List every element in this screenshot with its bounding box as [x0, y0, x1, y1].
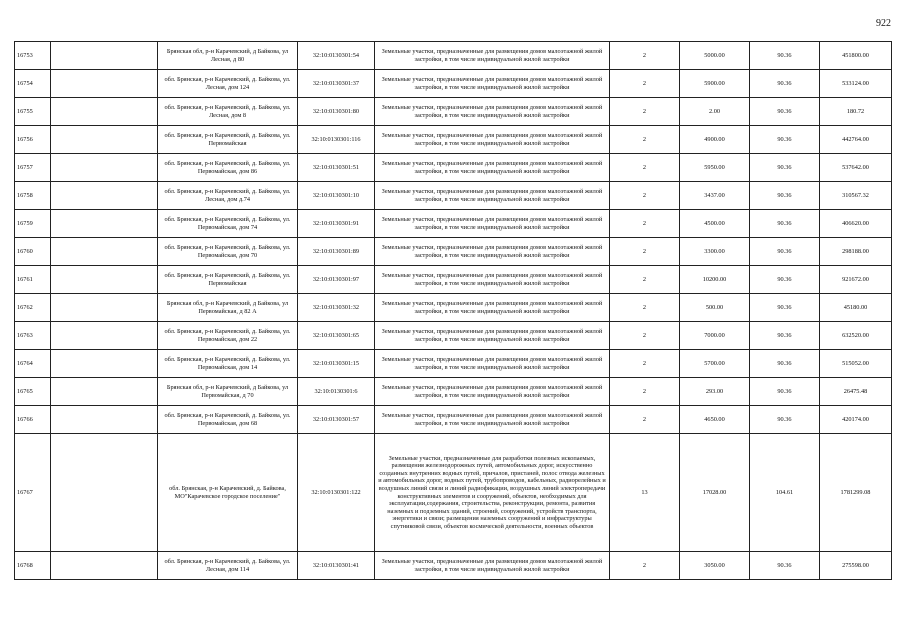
address-cell: обл. Брянская, р-н Карачевский, д. Байкова, ул. Первомайская [158, 266, 298, 294]
cadastral-number-cell: 32:10:0130301:6 [298, 378, 375, 406]
cadastral-number-cell: 32:10:0130301:97 [298, 266, 375, 294]
permitted-use-cell: Земельные участки, предназначенные для размещения домов малоэтажной жилой застройки, в том числе индивидуальной жилой застройки [375, 266, 610, 294]
row-id: 16760 [15, 238, 51, 266]
row-id: 16763 [15, 322, 51, 350]
table-row [15, 378, 892, 406]
rate-cell: 104.61 [750, 434, 820, 552]
cadastral-number-cell: 32:10:0130301:122 [298, 434, 375, 552]
table-row [15, 182, 892, 210]
cadastral-number-cell: 32:10:0130301:37 [298, 70, 375, 98]
row-id: 16765 [15, 378, 51, 406]
address-cell: Брянская обл, р-н Карачевский, д Байкова, ул Лесная, д 80 [158, 42, 298, 70]
address-cell: обл. Брянская, р-н Карачевский, д. Байкова, ул. Первомайская, дом 68 [158, 406, 298, 434]
address-cell: обл. Брянская, р-н Карачевский, д. Байкова, ул. Первомайская, дом 86 [158, 154, 298, 182]
blank-cell [51, 406, 158, 434]
blank-cell [51, 98, 158, 126]
cadastral-value-cell: 451800.00 [820, 42, 892, 70]
row-id: 16757 [15, 154, 51, 182]
cadastral-value-cell: 533124.00 [820, 70, 892, 98]
cadastral-value-cell: 515052.00 [820, 350, 892, 378]
category-cell: 2 [610, 70, 680, 98]
cadastral-number-cell: 32:10:0130301:91 [298, 210, 375, 238]
area-cell: 4500.00 [680, 210, 750, 238]
permitted-use-cell: Земельные участки, предназначенные для разработки полезных ископаемых, размещения железнодорожных путей, автомобильных дорог, искусственно созданных внутренних водных путей, причалов, пристаней, полос отвода железных и автомобильных дорог, водных путей, трубопроводов, кабельных, радиорелейных и воздушных линий связи и линий радиофикации, воздушных линий электропередачи конструктивных элементов и сооружений, объектов, необходимых для эксплуатации,содержания, строительства, реконструкции, ремонта, развития наземных и подземных зданий, строений, сооружений, устройств транспорта, энергетики и связи; размещения наземных сооружений и инфраструктуры спутниковой связи, объектов космической деятельности, военных объектов [375, 434, 610, 552]
blank-cell [51, 210, 158, 238]
rate-cell: 90.36 [750, 294, 820, 322]
table-row [15, 210, 892, 238]
blank-cell [51, 238, 158, 266]
area-cell: 4650.00 [680, 406, 750, 434]
cadastral-number-cell: 32:10:0130301:65 [298, 322, 375, 350]
permitted-use-cell: Земельные участки, предназначенные для размещения домов малоэтажной жилой застройки, в том числе индивидуальной жилой застройки [375, 210, 610, 238]
permitted-use-cell: Земельные участки, предназначенные для размещения домов малоэтажной жилой застройки, в том числе индивидуальной жилой застройки [375, 238, 610, 266]
permitted-use-cell: Земельные участки, предназначенные для размещения домов малоэтажной жилой застройки, в том числе индивидуальной жилой застройки [375, 378, 610, 406]
cadastral-value-cell: 921672.00 [820, 266, 892, 294]
cadastral-value-cell: 406620.00 [820, 210, 892, 238]
table-body [15, 42, 892, 580]
address-cell: обл. Брянская, р-н Карачевский, д. Байкова, ул. Первомайская, дом 74 [158, 210, 298, 238]
address-cell: обл. Брянская, р-н Карачевский, д. Байкова, ул. Лесная, дом д.74 [158, 182, 298, 210]
cadastral-value-cell: 180.72 [820, 98, 892, 126]
area-cell: 5700.00 [680, 350, 750, 378]
permitted-use-cell: Земельные участки, предназначенные для размещения домов малоэтажной жилой застройки, в том числе индивидуальной жилой застройки [375, 406, 610, 434]
category-cell: 2 [610, 406, 680, 434]
area-cell: 2.00 [680, 98, 750, 126]
cadastral-number-cell: 32:10:0130301:57 [298, 406, 375, 434]
area-cell: 500.00 [680, 294, 750, 322]
row-id: 16761 [15, 266, 51, 294]
address-cell: обл. Брянская, р-н Карачевский, д. Байкова, ул. Лесная, дом 114 [158, 552, 298, 580]
rate-cell: 90.36 [750, 238, 820, 266]
permitted-use-cell: Земельные участки, предназначенные для размещения домов малоэтажной жилой застройки, в том числе индивидуальной жилой застройки [375, 98, 610, 126]
blank-cell [51, 350, 158, 378]
cadastral-number-cell: 32:10:0130301:10 [298, 182, 375, 210]
table-row [15, 238, 892, 266]
cadastral-value-cell: 275598.00 [820, 552, 892, 580]
cadastral-value-cell: 298188.00 [820, 238, 892, 266]
area-cell: 5950.00 [680, 154, 750, 182]
area-cell: 17028.00 [680, 434, 750, 552]
rate-cell: 90.36 [750, 552, 820, 580]
address-cell: обл. Брянская, р-н Карачевский, д. Байкова, МО"Карачевское городское поселение" [158, 434, 298, 552]
area-cell: 3050.00 [680, 552, 750, 580]
row-id: 16768 [15, 552, 51, 580]
table-row [15, 406, 892, 434]
cadastral-value-cell: 537642.00 [820, 154, 892, 182]
cadastral-number-cell: 32:10:0130301:32 [298, 294, 375, 322]
row-id: 16764 [15, 350, 51, 378]
table-row [15, 154, 892, 182]
cadastral-number-cell: 32:10:0130301:41 [298, 552, 375, 580]
area-cell: 5900.00 [680, 70, 750, 98]
row-id: 16755 [15, 98, 51, 126]
blank-cell [51, 126, 158, 154]
table-row [15, 42, 892, 70]
area-cell: 293.00 [680, 378, 750, 406]
row-id: 16758 [15, 182, 51, 210]
table-row [15, 70, 892, 98]
blank-cell [51, 552, 158, 580]
area-cell: 4900.00 [680, 126, 750, 154]
row-id: 16766 [15, 406, 51, 434]
permitted-use-cell: Земельные участки, предназначенные для размещения домов малоэтажной жилой застройки, в том числе индивидуальной жилой застройки [375, 70, 610, 98]
category-cell: 2 [610, 98, 680, 126]
cadastral-number-cell: 32:10:0130301:15 [298, 350, 375, 378]
area-cell: 3437.00 [680, 182, 750, 210]
blank-cell [51, 42, 158, 70]
address-cell: обл. Брянская, р-н Карачевский, д. Байкова, ул. Первомайская, дом 22 [158, 322, 298, 350]
area-cell: 5000.00 [680, 42, 750, 70]
cadastral-value-cell: 420174.00 [820, 406, 892, 434]
category-cell: 2 [610, 210, 680, 238]
row-id: 16753 [15, 42, 51, 70]
category-cell: 2 [610, 378, 680, 406]
rate-cell: 90.36 [750, 350, 820, 378]
cadastral-value-cell: 632520.00 [820, 322, 892, 350]
area-cell: 3300.00 [680, 238, 750, 266]
area-cell: 10200.00 [680, 266, 750, 294]
area-cell: 7000.00 [680, 322, 750, 350]
table-row [15, 552, 892, 580]
table-row [15, 266, 892, 294]
table-row [15, 434, 892, 552]
permitted-use-cell: Земельные участки, предназначенные для размещения домов малоэтажной жилой застройки, в том числе индивидуальной жилой застройки [375, 126, 610, 154]
permitted-use-cell: Земельные участки, предназначенные для размещения домов малоэтажной жилой застройки, в том числе индивидуальной жилой застройки [375, 42, 610, 70]
table-row [15, 126, 892, 154]
permitted-use-cell: Земельные участки, предназначенные для размещения домов малоэтажной жилой застройки, в том числе индивидуальной жилой застройки [375, 322, 610, 350]
rate-cell: 90.36 [750, 42, 820, 70]
blank-cell [51, 294, 158, 322]
cadastral-value-cell: 45180.00 [820, 294, 892, 322]
blank-cell [51, 434, 158, 552]
cadastral-number-cell: 32:10:0130301:89 [298, 238, 375, 266]
rate-cell: 90.36 [750, 154, 820, 182]
row-id: 16759 [15, 210, 51, 238]
rate-cell: 90.36 [750, 70, 820, 98]
permitted-use-cell: Земельные участки, предназначенные для размещения домов малоэтажной жилой застройки, в том числе индивидуальной жилой застройки [375, 350, 610, 378]
blank-cell [51, 70, 158, 98]
category-cell: 2 [610, 266, 680, 294]
cadastral-number-cell: 32:10:0130301:54 [298, 42, 375, 70]
cadastral-value-cell: 26475.48 [820, 378, 892, 406]
blank-cell [51, 322, 158, 350]
permitted-use-cell: Земельные участки, предназначенные для размещения домов малоэтажной жилой застройки, в том числе индивидуальной жилой застройки [375, 182, 610, 210]
category-cell: 2 [610, 182, 680, 210]
category-cell: 2 [610, 552, 680, 580]
address-cell: обл. Брянская, р-н Карачевский, д. Байкова, ул. Первомайская, дом 14 [158, 350, 298, 378]
rate-cell: 90.36 [750, 406, 820, 434]
rate-cell: 90.36 [750, 126, 820, 154]
permitted-use-cell: Земельные участки, предназначенные для размещения домов малоэтажной жилой застройки, в том числе индивидуальной жилой застройки [375, 154, 610, 182]
row-id: 16762 [15, 294, 51, 322]
address-cell: Брянская обл, р-н Карачевский, д Байкова, ул Первомайская, д 82 А [158, 294, 298, 322]
category-cell: 2 [610, 294, 680, 322]
permitted-use-cell: Земельные участки, предназначенные для размещения домов малоэтажной жилой застройки, в том числе индивидуальной жилой застройки [375, 294, 610, 322]
blank-cell [51, 182, 158, 210]
cadastral-number-cell: 32:10:0130301:116 [298, 126, 375, 154]
rate-cell: 90.36 [750, 210, 820, 238]
page-number: 922 [876, 18, 891, 29]
category-cell: 13 [610, 434, 680, 552]
table-row [15, 294, 892, 322]
rate-cell: 90.36 [750, 182, 820, 210]
category-cell: 2 [610, 126, 680, 154]
blank-cell [51, 378, 158, 406]
rate-cell: 90.36 [750, 378, 820, 406]
table-row [15, 98, 892, 126]
blank-cell [51, 266, 158, 294]
permitted-use-cell: Земельные участки, предназначенные для размещения домов малоэтажной жилой застройки, в том числе индивидуальной жилой застройки [375, 552, 610, 580]
rate-cell: 90.36 [750, 98, 820, 126]
rate-cell: 90.36 [750, 322, 820, 350]
table-row [15, 322, 892, 350]
category-cell: 2 [610, 154, 680, 182]
table-row [15, 350, 892, 378]
address-cell: Брянская обл, р-н Карачевский, д Байкова, ул Первомайская, д 70 [158, 378, 298, 406]
blank-cell [51, 154, 158, 182]
category-cell: 2 [610, 42, 680, 70]
cadastral-number-cell: 32:10:0130301:80 [298, 98, 375, 126]
address-cell: обл. Брянская, р-н Карачевский, д. Байкова, ул. Первомайская [158, 126, 298, 154]
category-cell: 2 [610, 322, 680, 350]
address-cell: обл. Брянская, р-н Карачевский, д. Байкова, ул. Лесная, дом 124 [158, 70, 298, 98]
category-cell: 2 [610, 350, 680, 378]
cadastral-value-cell: 442764.00 [820, 126, 892, 154]
row-id: 16754 [15, 70, 51, 98]
row-id: 16756 [15, 126, 51, 154]
address-cell: обл. Брянская, р-н Карачевский, д. Байкова, ул. Лесная, дом 8 [158, 98, 298, 126]
address-cell: обл. Брянская, р-н Карачевский, д. Байкова, ул. Первомайская, дом 70 [158, 238, 298, 266]
category-cell: 2 [610, 238, 680, 266]
cadastral-value-cell: 1781299.08 [820, 434, 892, 552]
row-id: 16767 [15, 434, 51, 552]
rate-cell: 90.36 [750, 266, 820, 294]
cadastral-number-cell: 32:10:0130301:51 [298, 154, 375, 182]
cadastral-value-cell: 310567.32 [820, 182, 892, 210]
land-registry-table [14, 41, 892, 580]
